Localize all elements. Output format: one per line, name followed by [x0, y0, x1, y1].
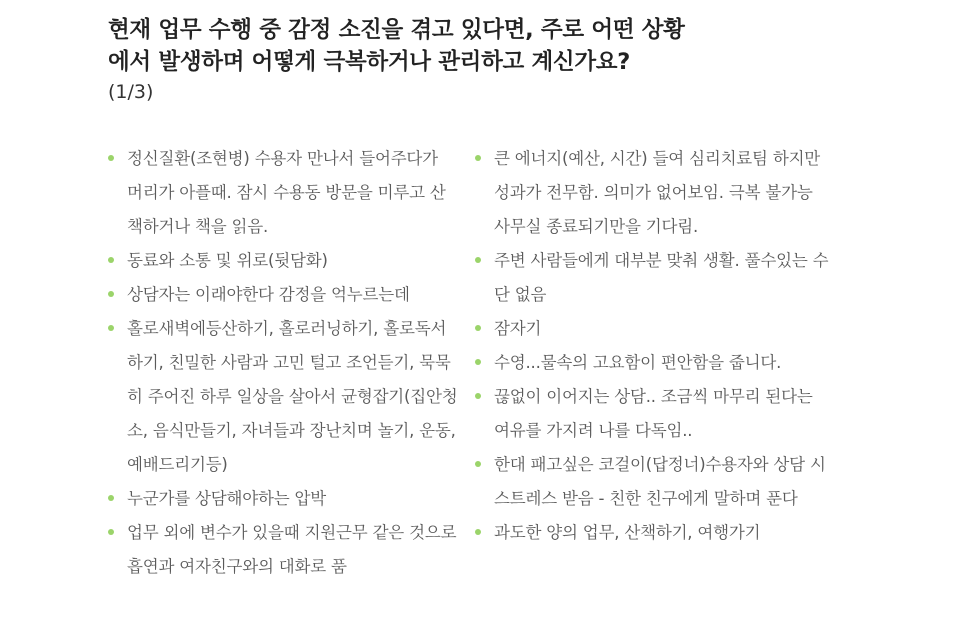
answer-item: [473, 380, 833, 448]
answer-text: 누군가를 상담해야하는 압박: [127, 489, 326, 508]
question-progress: (1/3): [108, 81, 154, 103]
question-header: [108, 14, 868, 106]
bullet-dot-icon: [475, 257, 481, 263]
bullet-dot-icon: [108, 495, 114, 501]
answer-text: 끊없이 이어지는 상담.. 조금씩 마무리 된다는 여유를 가지려 나를 다독임..: [494, 387, 813, 440]
answer-item: [106, 516, 458, 584]
bullet-dot-icon: [108, 257, 114, 263]
answer-text: 홀로새벽에등산하기, 홀로러닝하기, 홀로독서하기, 친밀한 사람과 고민 털고 조언듣기, 묵묵히 주어진 하루 일상을 살아서 균형잡기(집안청소, 음식만들기, 자녀들과 장난치며 놀기, 운동, 예배드리기등): [127, 319, 458, 474]
answer-item: [473, 516, 833, 550]
answer-text: 한대 패고싶은 코걸이(답정너)수용자와 상담 시 스트레스 받음 - 친한 친구에게 말하며 푼다: [494, 455, 826, 508]
answer-text: 상담자는 이래야한다 감정을 억누르는데: [127, 285, 410, 304]
answer-text: 큰 에너지(예산, 시간) 들여 심리치료팀 하지만 성과가 전무함. 의미가 없어보임. 극복 불가능 사무실 종료되기만을 기다림.: [494, 149, 821, 236]
bullet-dot-icon: [475, 529, 481, 535]
bullet-dot-icon: [475, 461, 481, 467]
answer-item: [106, 244, 458, 278]
answers-column-right: [473, 142, 833, 550]
answer-item: [473, 346, 833, 380]
bullet-dot-icon: [475, 155, 481, 161]
answer-item: [106, 142, 458, 244]
answer-text: 주변 사람들에게 대부분 맞춰 생활. 풀수있는 수단 없음: [494, 251, 829, 304]
bullet-dot-icon: [108, 325, 114, 331]
bullet-dot-icon: [108, 155, 114, 161]
bullet-dot-icon: [108, 529, 114, 535]
answer-text: 동료와 소통 및 위로(뒷담화): [127, 251, 328, 270]
question-title-line-1: 현재 업무 수행 중 감정 소진을 겪고 있다면, 주로 어떤 상황: [108, 17, 685, 43]
bullet-dot-icon: [475, 359, 481, 365]
question-title-line-2: 에서 발생하며 어떻게 극복하거나 관리하고 계신가요?: [108, 49, 630, 75]
bullet-dot-icon: [475, 325, 481, 331]
answers-column-left: [106, 142, 458, 584]
question-title: [108, 14, 868, 78]
answer-text: 수영...물속의 고요함이 편안함을 줍니다.: [494, 353, 782, 372]
answer-text: 과도한 양의 업무, 산책하기, 여행가기: [494, 523, 761, 542]
answer-text: 잠자기: [494, 319, 542, 338]
answer-text: 업무 외에 변수가 있을때 지원근무 같은 것으로 흡연과 여자친구와의 대화로 품: [127, 523, 457, 576]
answer-item: [473, 312, 833, 346]
answer-item: [473, 448, 833, 516]
answer-item: [106, 482, 458, 516]
bullet-dot-icon: [108, 291, 114, 297]
answer-item: [473, 244, 833, 312]
answer-text: 정신질환(조현병) 수용자 만나서 들어주다가 머리가 아플때. 잠시 수용동 방문을 미루고 산책하거나 책을 읽음.: [127, 149, 446, 236]
answer-item: [473, 142, 833, 244]
answer-item: [106, 312, 458, 482]
bullet-dot-icon: [475, 393, 481, 399]
answer-item: [106, 278, 458, 312]
